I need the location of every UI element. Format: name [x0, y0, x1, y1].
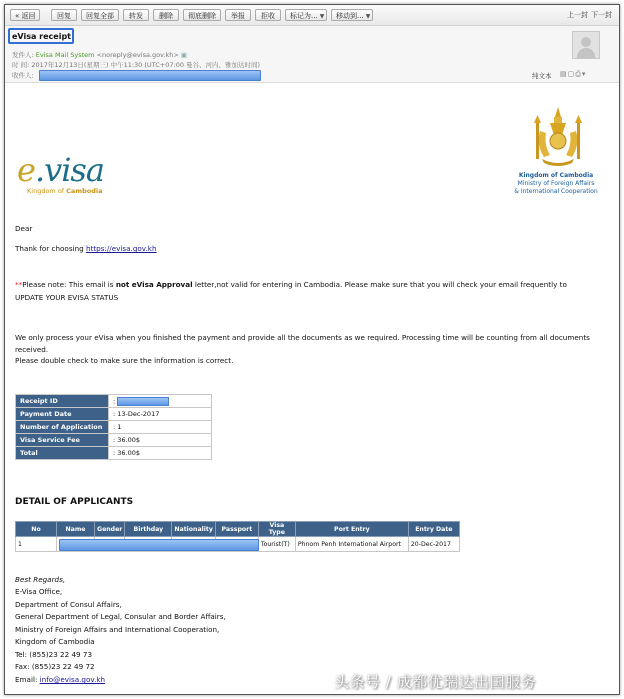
greeting: Dear: [15, 224, 33, 233]
plain-text-link[interactable]: 纯文本: [532, 72, 552, 80]
applicants-heading: DETAIL OF APPLICANTS: [15, 497, 134, 507]
email-toolbar: [5, 5, 619, 26]
report-button[interactable]: 举报: [225, 9, 251, 21]
cell-port-entry: Phnom Penh International Airport: [295, 537, 408, 552]
signature-email: Email: info@evisa.gov.kh: [15, 675, 106, 684]
signature-fax: Fax: (855)23 22 49 72: [15, 662, 95, 671]
delete-permanent-button[interactable]: 彻底删除: [183, 9, 221, 21]
mark-as-dropdown[interactable]: [285, 9, 327, 21]
royal-crest-icon: [532, 105, 584, 169]
table-row: [16, 408, 212, 421]
note-line-2: UPDATE YOUR EVISA STATUS: [15, 293, 119, 302]
sender-name[interactable]: Evisa Mail System: [35, 51, 95, 59]
to-line: [12, 70, 261, 81]
signature-general: General Department of Legal, Consular and Border Affairs,: [15, 612, 226, 621]
column-header: Entry Date: [408, 522, 459, 537]
evisa-website-link[interactable]: https://evisa.gov.kh: [85, 244, 157, 253]
mark-as-label: 标记为...: [290, 12, 318, 20]
column-header: Port Entry: [295, 522, 408, 537]
move-to-label: 移动到...: [336, 12, 364, 20]
sender-label: 发件人:: [12, 51, 34, 59]
receipt-label: Total: [16, 447, 109, 460]
receipt-value: : 36.00$: [109, 447, 212, 460]
table-header-row: [16, 522, 460, 537]
receipt-label: Number of Application: [16, 421, 109, 434]
table-row: [16, 421, 212, 434]
avatar[interactable]: [572, 31, 600, 59]
table-row: [16, 434, 212, 447]
receipt-label: Visa Service Fee: [16, 434, 109, 447]
prev-email-link[interactable]: 上一封: [567, 11, 588, 19]
column-header: Birthday: [125, 522, 172, 537]
sender-line: [12, 50, 187, 59]
signature-tel: Tel: (855)23 22 49 73: [15, 650, 93, 659]
time-value: 2017年12月13日(星期三) 中午11:30 (UTC+07:00 曼谷、河内、雅加达时间): [31, 61, 261, 69]
signature-kingdom: Kingdom of Cambodia: [15, 637, 95, 646]
receipt-id-redaction: [117, 397, 169, 406]
to-label: 收件人:: [12, 71, 34, 80]
evisa-logo: [17, 151, 137, 201]
receipt-table: [15, 394, 212, 460]
view-options-icons[interactable]: ▤▢⎙▾: [560, 70, 587, 78]
note-line: **Please note: This email is not eVisa Approval letter,not valid for entering in Cambodia. Please make sure that you will check your email frequently to: [15, 280, 567, 289]
process-line-1: We only process your eVisa when you finished the payment and provide all the documents as we required. Processing time will be counting from all documents: [15, 333, 590, 342]
sender-email: <noreply@evisa.gov.kh>: [96, 51, 179, 59]
chevron-down-icon: ▼: [319, 13, 325, 20]
column-header: Nationality: [172, 522, 216, 537]
add-contact-icon[interactable]: ▣: [180, 51, 188, 59]
table-row: [16, 447, 212, 460]
signature-ministry: Ministry of Foreign Affairs and International Cooperation,: [15, 625, 220, 634]
email-header: [5, 26, 619, 83]
signature-office: E-Visa Office,: [15, 587, 63, 596]
contact-email-link[interactable]: info@evisa.gov.kh: [39, 675, 106, 684]
thanks-line: Thank for choosing https://evisa.gov.kh: [15, 244, 157, 253]
cell-no: 1: [16, 537, 57, 552]
receipt-value: : 13-Dec-2017: [109, 408, 212, 421]
signature-regards: Best Regards,: [15, 575, 66, 584]
receipt-value: :: [109, 395, 212, 408]
process-line-3: Please double check to make sure the information is correct.: [15, 356, 234, 365]
signature-dept: Department of Consul Affairs,: [15, 600, 122, 609]
evisa-subtitle: Kingdom of Cambodia: [27, 187, 103, 195]
chevron-down-icon: ▼: [365, 13, 371, 20]
reply-all-button[interactable]: 回复全部: [81, 9, 119, 21]
receipt-label: Receipt ID: [16, 395, 109, 408]
email-window: [4, 4, 620, 695]
next-email-link[interactable]: 下一封: [591, 11, 612, 19]
reply-button[interactable]: 回复: [51, 9, 77, 21]
recipient-redaction: [39, 70, 261, 81]
table-row: [16, 395, 212, 408]
move-to-dropdown[interactable]: [331, 9, 373, 21]
delete-button[interactable]: 删除: [153, 9, 179, 21]
receipt-value: : 1: [109, 421, 212, 434]
column-header: Gender: [95, 522, 125, 537]
receipt-label: Payment Date: [16, 408, 109, 421]
receipt-value: : 36.00$: [109, 434, 212, 447]
watermark: 头条号 / 成都优瑞达出国服务: [334, 673, 537, 691]
time-line: [12, 60, 260, 69]
cell-entry-date: 20-Dec-2017: [408, 537, 459, 552]
evisa-wordmark: e.visa: [17, 151, 104, 189]
email-subject: eVisa receipt: [12, 32, 71, 41]
column-header: Name: [57, 522, 95, 537]
column-header: Visa Type: [258, 522, 295, 537]
column-header: Passport: [215, 522, 258, 537]
column-header: No: [16, 522, 57, 537]
back-button[interactable]: « 返回: [10, 9, 40, 21]
process-line-2: received.: [15, 345, 49, 354]
cell-visa-type: Tourist(T): [258, 537, 295, 552]
ministry-caption: Kingdom of Cambodia Ministry of Foreign Affairs & International Cooperation: [514, 172, 598, 195]
forward-button[interactable]: 转发: [123, 9, 149, 21]
applicant-redaction: [59, 539, 259, 551]
reject-button[interactable]: 拒收: [255, 9, 281, 21]
time-label: 时 间:: [12, 61, 30, 69]
